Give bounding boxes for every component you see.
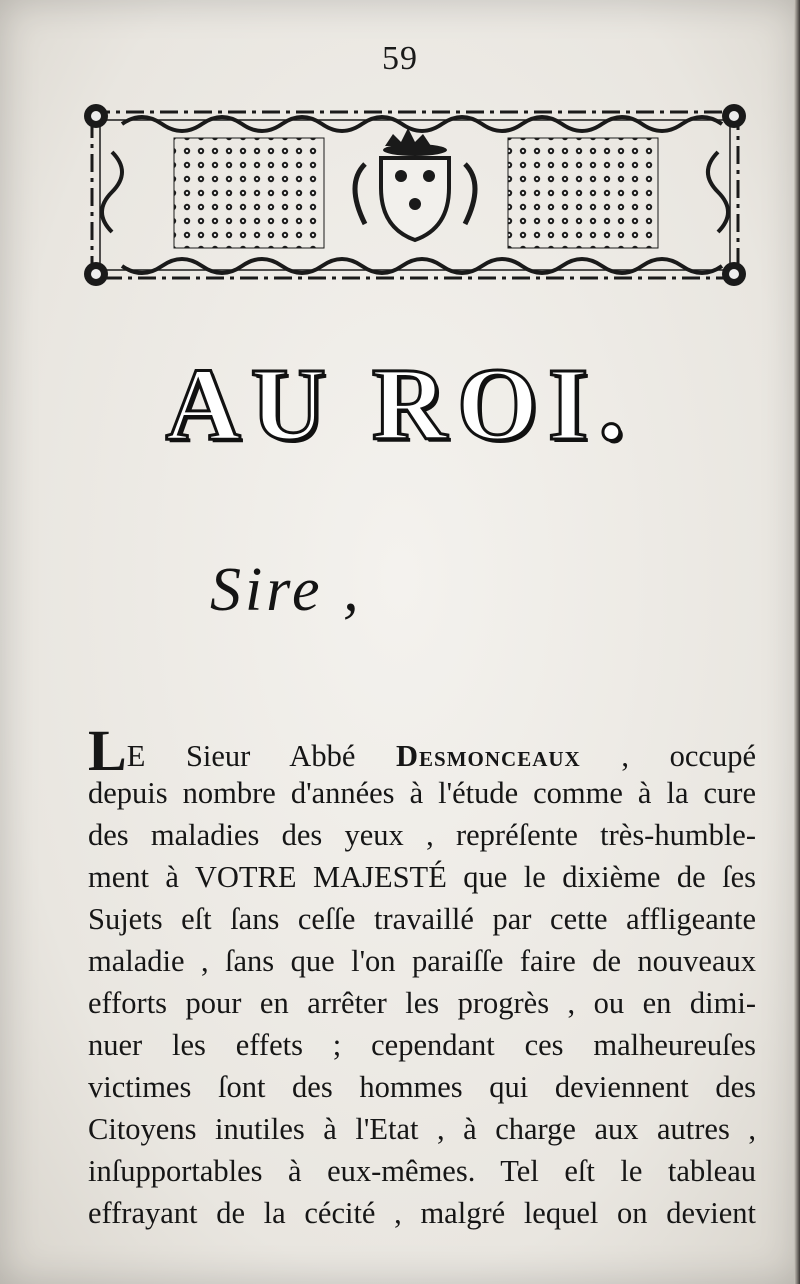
- body-line: maladie , ſans que l'on paraiſſe faire de nouveaux: [88, 944, 756, 978]
- body-line: depuis nombre d'années à l'étude comme à la cure: [88, 776, 756, 810]
- first-line-text: E Sieur Abbé: [126, 739, 397, 773]
- dedication-title: AU ROI.: [165, 347, 635, 462]
- body-line: nuer les effets ; cependant ces malheureuſes: [88, 1028, 756, 1062]
- body-line: victimes ſont des hommes qui deviennent des: [88, 1070, 756, 1104]
- page-number: 59: [382, 40, 418, 77]
- drop-cap: L: [88, 718, 127, 783]
- body-text: [88, 718, 756, 1234]
- author-name: Desmonceaux: [396, 739, 581, 773]
- first-line-end: , occupé: [580, 739, 756, 773]
- body-line: inſupportables à eux-mêmes. Tel eſt le tableau: [88, 1154, 756, 1188]
- body-line: efforts pour en arrêter les progrès , ou en dimi-: [88, 986, 756, 1020]
- body-line-first: [88, 718, 756, 783]
- body-line: Citoyens inutiles à l'Etat , à charge aux autres ,: [88, 1112, 756, 1146]
- salutation: Sire ,: [210, 556, 363, 624]
- ornamental-headpiece: [82, 102, 748, 288]
- body-line: ment à VOTRE MAJESTÉ que le dixième de ſes: [88, 860, 756, 894]
- body-line: Sujets eſt ſans ceſſe travaillé par cette affligeante: [88, 902, 756, 936]
- body-line: effrayant de la cécité , malgré lequel on devient: [88, 1196, 756, 1230]
- body-line: des maladies des yeux , repréſente très-humble-: [88, 818, 756, 852]
